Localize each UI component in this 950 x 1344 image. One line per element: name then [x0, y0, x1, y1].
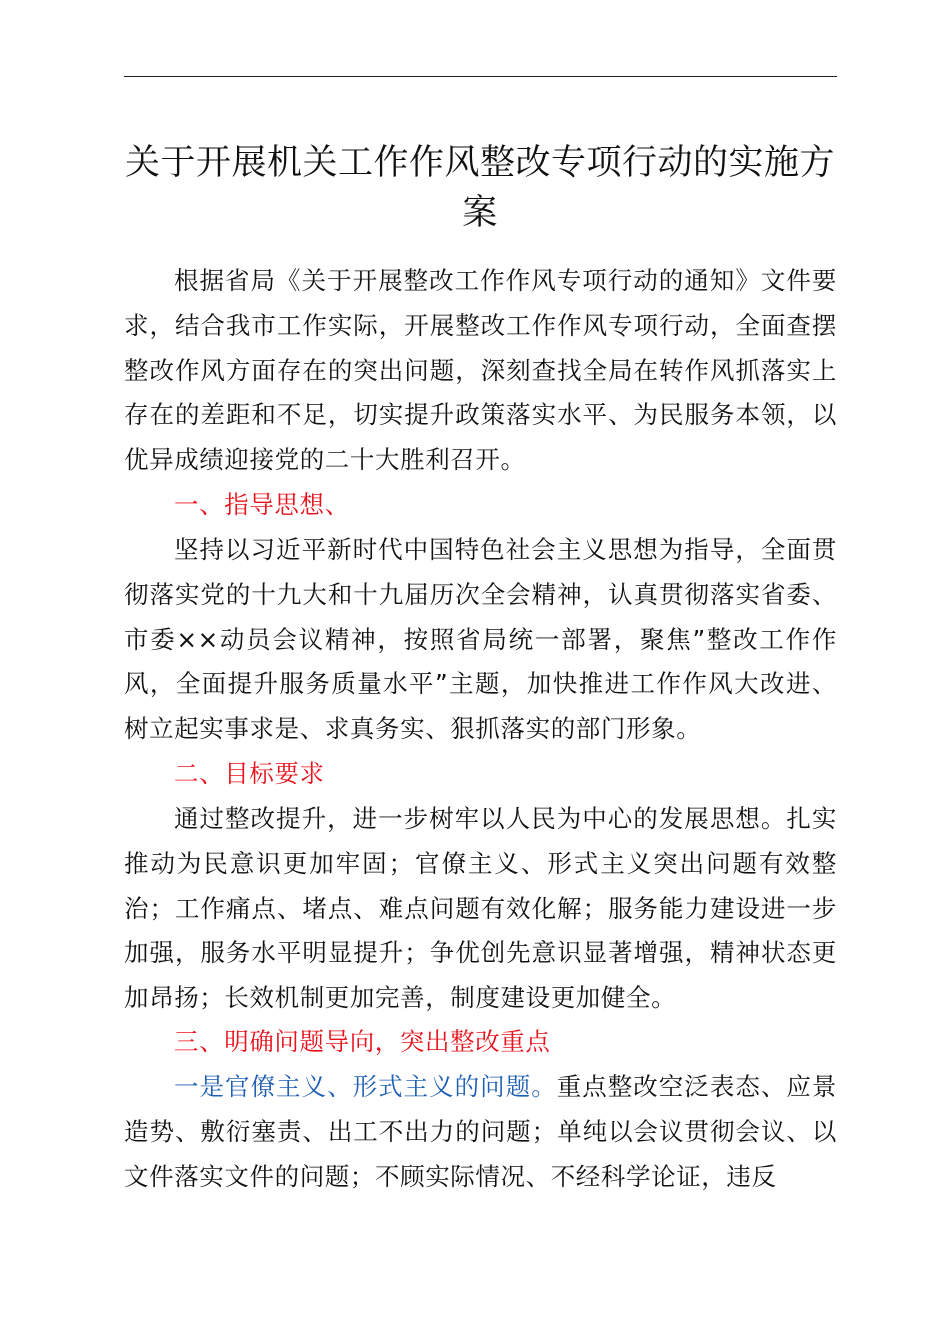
- section-heading-1: 一、指导思想、: [174, 490, 350, 519]
- document-title: 关于开展机关工作作风整改专项行动的实施方案: [124, 143, 835, 233]
- section-lead-3: 一是官僚主义、形式主义的问题。: [174, 1072, 557, 1101]
- section-body-3-text: 重点整改空泛表态、应景造势、敷衍塞责、出工不出力的问题；单纯以会议贯彻会议、以文件落实文件的问题；不顾实际情况、不经科学论证，违反: [124, 1072, 837, 1191]
- section-heading-2: 二、目标要求: [174, 759, 325, 788]
- intro-paragraph: 根据省局《关于开展整改工作作风专项行动的通知》文件要求，结合我市工作实际，开展整改工作作风专项行动，全面查摆整改作风方面存在的突出问题，深刻查找全局在转作风抓落实上存在的差距和不足，切实提升政策落实水平、为民服务本领，以优异成绩迎接党的二十大胜利召开。: [124, 266, 837, 475]
- section-body-2: 通过整改提升，进一步树牢以人民为中心的发展思想。扎实推动为民意识更加牢固；官僚主义、形式主义突出问题有效整治；工作痛点、堵点、难点问题有效化解；服务能力建设进一步加强，服务水平明显提升；争优创先意识显著增强，精神状态更加昂扬；长效机制更加完善，制度建设更加健全。: [124, 804, 837, 1013]
- header-rule: [124, 76, 837, 77]
- section-heading-3: 三、明确问题导向，突出整改重点: [174, 1027, 551, 1056]
- section-body-3: [124, 1065, 837, 1199]
- section-body-1: 坚持以习近平新时代中国特色社会主义思想为指导，全面贯彻落实党的十九大和十九届历次全会精神，认真贯彻落实省委、市委××动员会议精神，按照省局统一部署，聚焦”整改工作作风，全面提升服务质量水平”主题，加快推进工作作风大改进、树立起实事求是、求真务实、狠抓落实的部门形象。: [124, 535, 837, 744]
